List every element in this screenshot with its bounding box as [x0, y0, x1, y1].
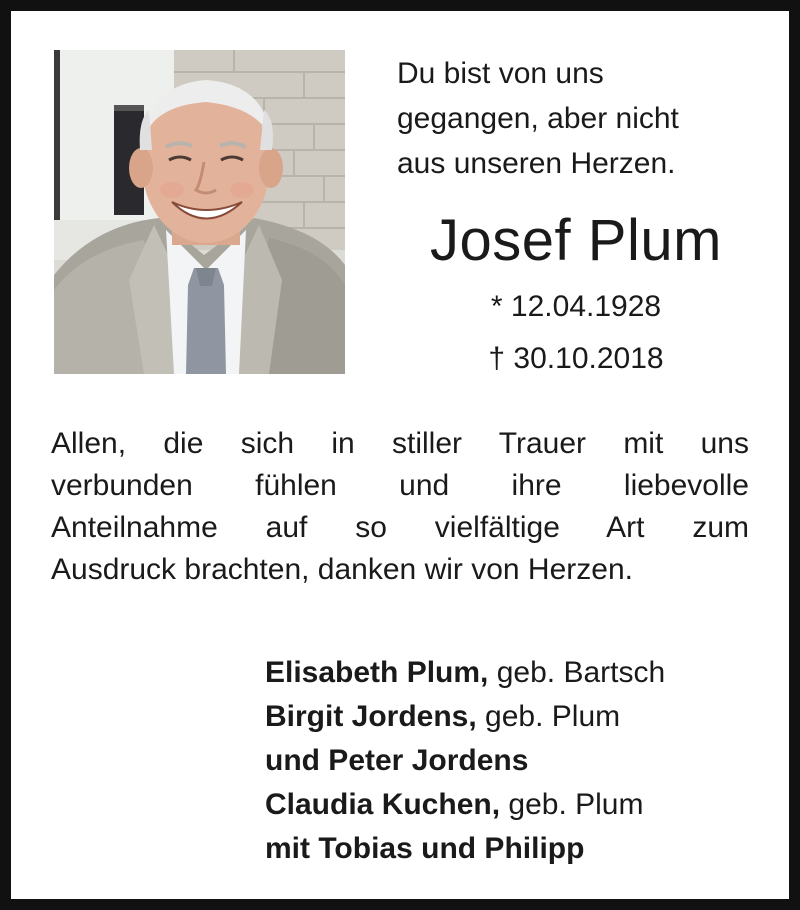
signer-row	[265, 739, 765, 783]
thanks-line: verbunden fühlen und ihre liebevolle	[51, 469, 749, 502]
signer-name: und Peter Jordens	[265, 744, 529, 777]
thanks-line: Allen, die sich in stiller Trauer mit uns	[51, 427, 749, 460]
motto-line: aus unseren Herzen.	[397, 147, 676, 180]
signer-name: mit Tobias und Philipp	[265, 832, 585, 865]
signer-row	[265, 651, 765, 695]
signer-note: geb. Plum	[485, 700, 621, 733]
portrait-photo	[54, 50, 345, 374]
birth-date: * 12.04.1928	[490, 290, 662, 323]
thanks-paragraph	[51, 423, 749, 591]
motto-line: Du bist von uns	[397, 57, 604, 90]
signer-row	[265, 827, 765, 871]
thanks-line: Anteilnahme auf so vielfältige Art zum	[51, 511, 749, 544]
death-date: † 30.10.2018	[488, 342, 664, 375]
signer-name: Claudia Kuchen,	[265, 788, 501, 821]
memorial-motto	[397, 51, 757, 186]
signer-note: geb. Plum	[508, 788, 644, 821]
thanks-line: Ausdruck brachten, danken wir von Herzen.	[51, 553, 633, 586]
motto-line: gegangen, aber nicht	[397, 102, 679, 135]
signer-row	[265, 783, 765, 827]
deceased-name: Josef Plum	[430, 208, 722, 273]
life-dates	[391, 281, 761, 385]
signer-name: Birgit Jordens,	[265, 700, 477, 733]
signer-row	[265, 695, 765, 739]
signer-name: Elisabeth Plum,	[265, 656, 489, 689]
signers-list	[265, 651, 765, 871]
signer-note: geb. Bartsch	[496, 656, 666, 689]
